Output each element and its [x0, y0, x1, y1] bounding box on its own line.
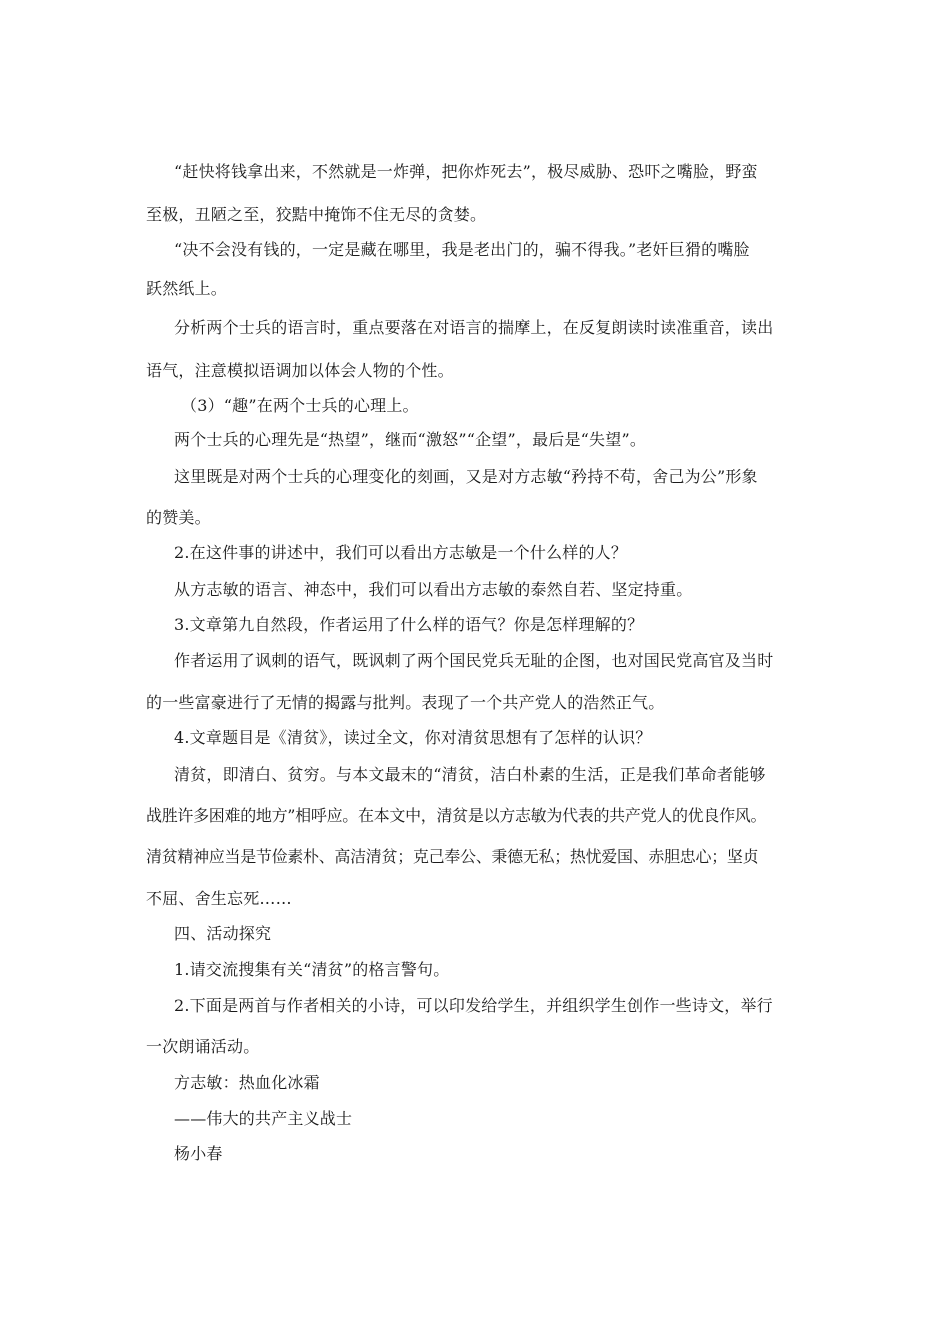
question-line: 3.文章第九自然段，作者运用了什么样的语气？你是怎样理解的？ [174, 615, 644, 634]
paragraph-line: 清贫，即清白、贫穷。与本文最末的“清贫，洁白朴素的生活，正是我们革命者能够 [174, 765, 766, 784]
section-heading: 四、活动探究 [174, 924, 272, 943]
section-heading: （3）“趣”在两个士兵的心理上。 [181, 396, 419, 415]
poem-author: 杨小春 [174, 1144, 223, 1163]
paragraph-line: 至极，丑陋之至，狡黠中掩饰不住无尽的贪婪。 [146, 205, 487, 224]
paragraph-line: 的一些富豪进行了无情的揭露与批判。表现了一个共产党人的浩然正气。 [146, 693, 665, 712]
paragraph-line: “赶快将钱拿出来，不然就是一炸弹，把你炸死去”，极尽威胁、恐吓之嘴脸，野蛮 [174, 162, 758, 181]
paragraph-line: 不屈、舍生忘死…… [146, 889, 292, 908]
paragraph-line: 从方志敏的语言、神态中，我们可以看出方志敏的泰然自若、坚定持重。 [174, 580, 693, 599]
paragraph-line: 作者运用了讽刺的语气，既讽刺了两个国民党兵无耻的企图，也对国民党高官及当时 [174, 651, 774, 670]
paragraph-line: “决不会没有钱的，一定是藏在哪里，我是老出门的，骗不得我。”老奸巨猾的嘴脸 [174, 240, 750, 259]
question-line: 1.请交流搜集有关“清贫”的格言警句。 [174, 960, 450, 979]
paragraph-line: 的赞美。 [146, 508, 211, 527]
paragraph-line: 语气，注意模拟语调加以体会人物的个性。 [146, 361, 454, 380]
paragraph-line: 两个士兵的心理先是“热望”，继而“激怒”“企望”，最后是“失望”。 [174, 430, 647, 449]
paragraph-line: 战胜许多困难的地方”相呼应。在本文中，清贫是以方志敏为代表的共产党人的优良作风。 [146, 806, 767, 825]
question-line: 2.在这件事的讲述中，我们可以看出方志敏是一个什么样的人？ [174, 543, 628, 562]
paragraph-line: 分析两个士兵的语言时，重点要落在对语言的揣摩上，在反复朗读时读准重音，读出 [174, 318, 774, 337]
poem-subtitle: ——伟大的共产主义战士 [174, 1109, 353, 1128]
paragraph-line: 这里既是对两个士兵的心理变化的刻画，又是对方志敏“矜持不苟，舍己为公”形象 [174, 467, 758, 486]
paragraph-line: 跃然纸上。 [146, 279, 228, 298]
question-line: 2.下面是两首与作者相关的小诗，可以印发给学生，并组织学生创作一些诗文，举行 [174, 996, 773, 1015]
poem-title: 方志敏：热血化冰霜 [174, 1073, 320, 1092]
paragraph-line: 一次朗诵活动。 [146, 1037, 260, 1056]
question-line: 4.文章题目是《清贫》，读过全文，你对清贫思想有了怎样的认识？ [174, 728, 652, 747]
paragraph-line: 清贫精神应当是节俭素朴、高洁清贫；克己奉公、秉德无私；热忧爱国、赤胆忠心；坚贞 [146, 847, 759, 866]
